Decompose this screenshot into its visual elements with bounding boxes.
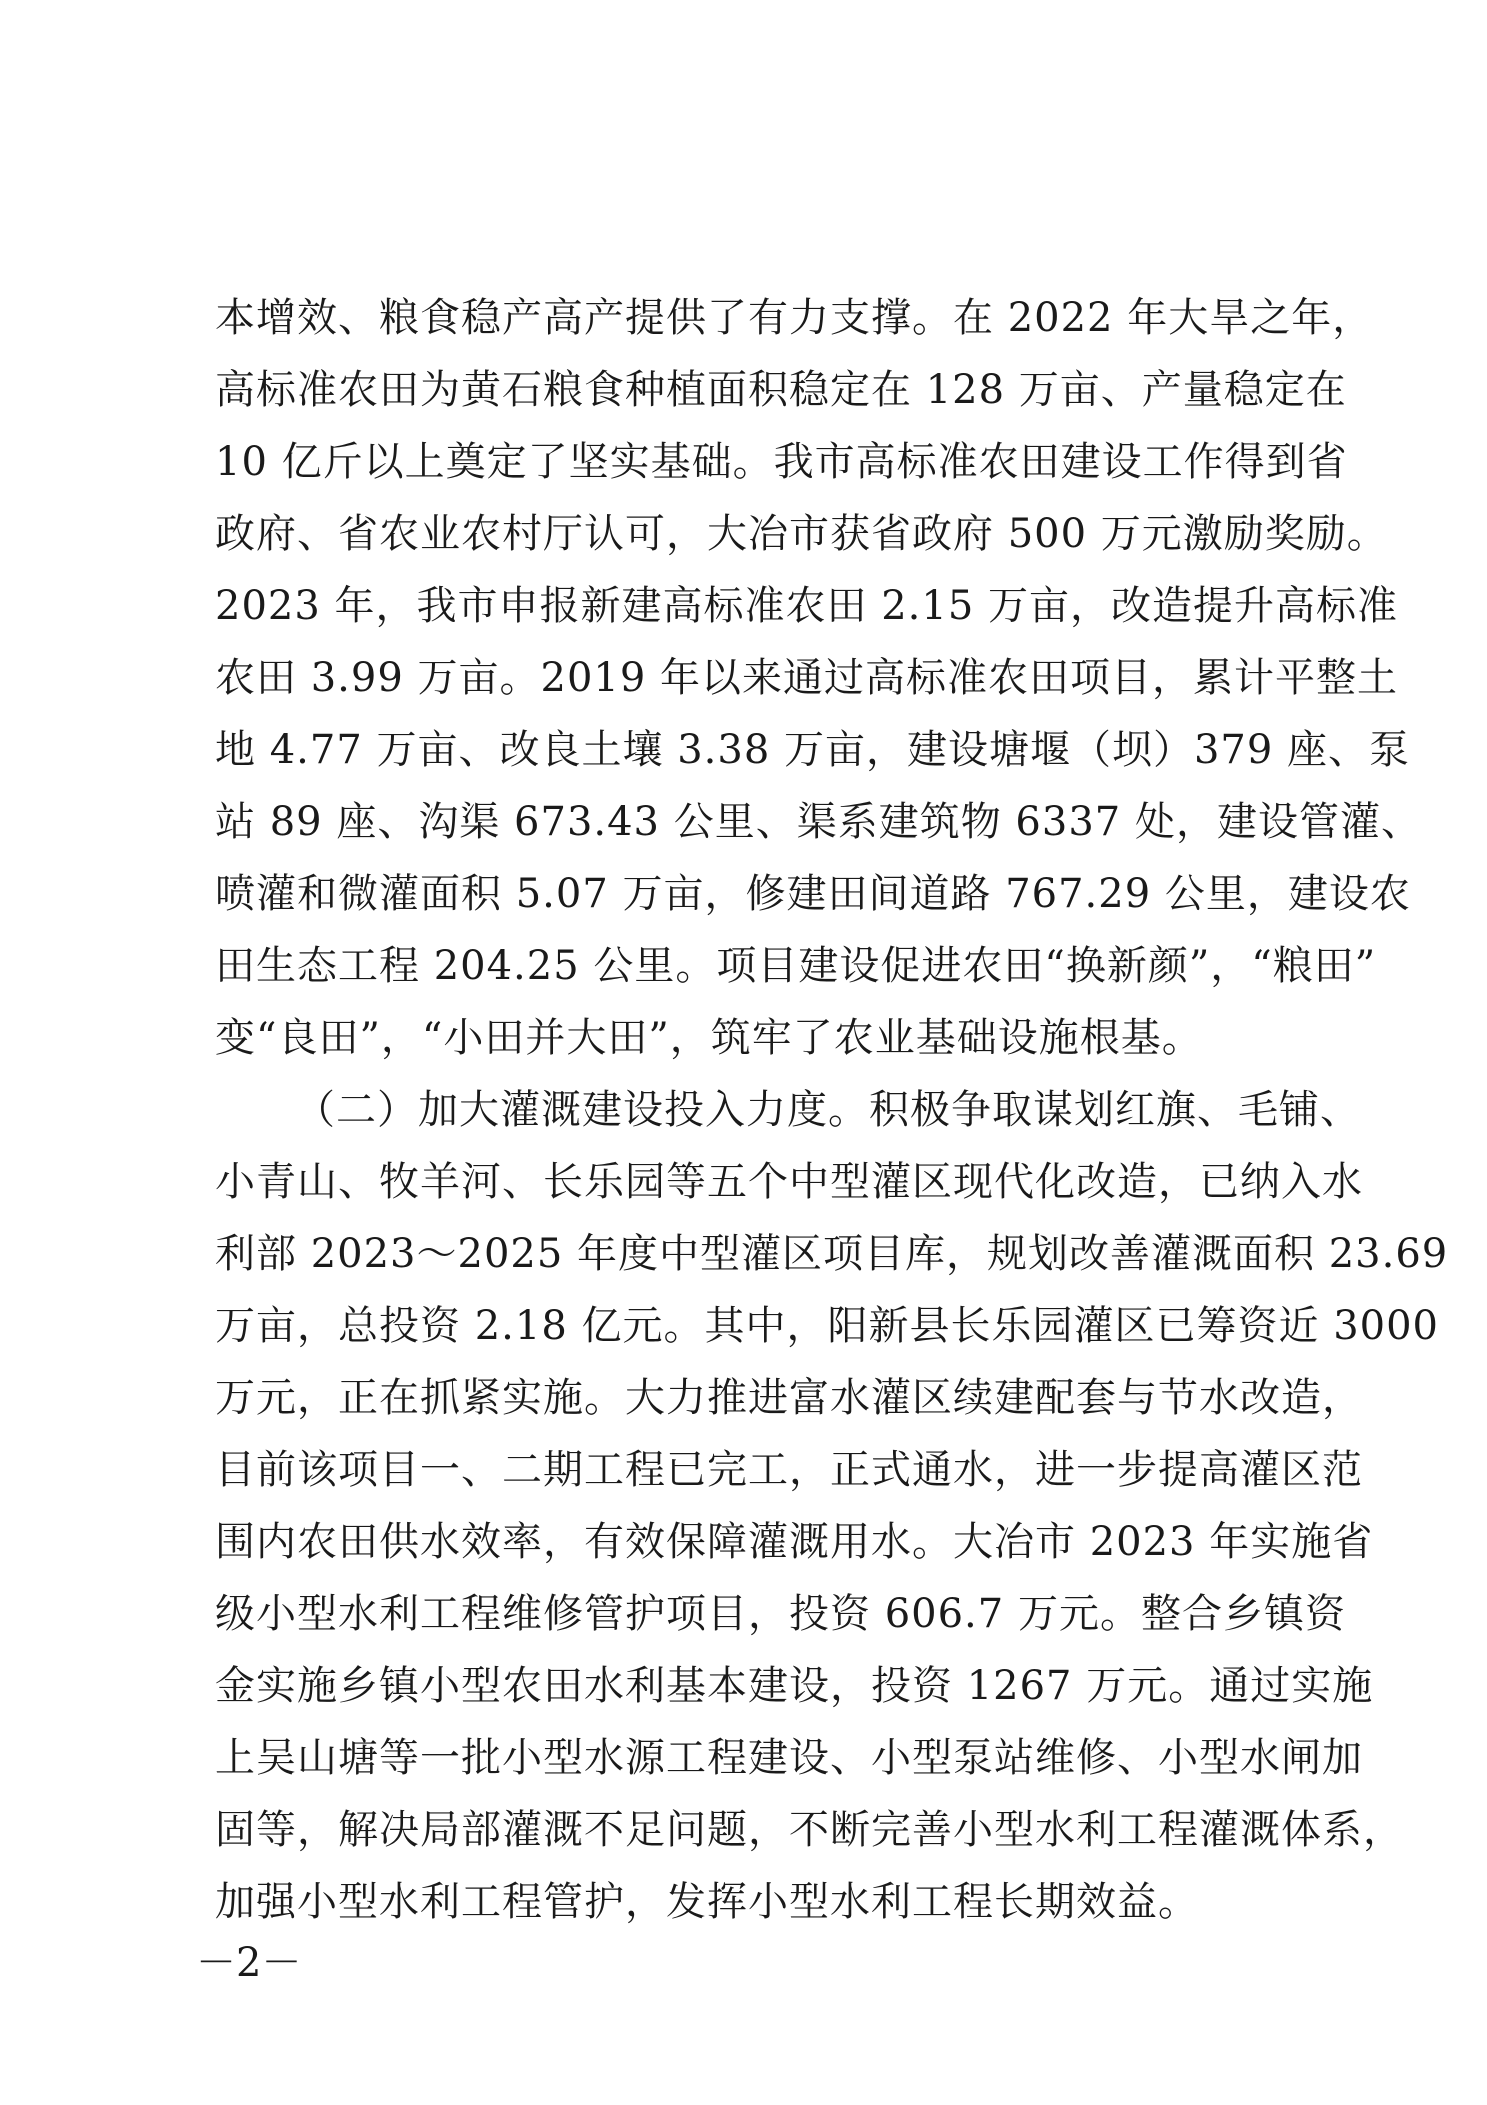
text-line: 高标准农田为黄石粮食种植面积稳定在 128 万亩、产量稳定在	[215, 367, 1347, 413]
text-line: 利部 2023～2025 年度中型灌区项目库，规划改善灌溉面积 23.69	[215, 1231, 1449, 1277]
text-line: 围内农田供水效率，有效保障灌溉用水。大冶市 2023 年实施省	[215, 1519, 1374, 1565]
text-line: 农田 3.99 万亩。2019 年以来通过高标准农田项目，累计平整土	[215, 655, 1399, 701]
text-line: 目前该项目一、二期工程已完工，正式通水，进一步提高灌区范	[215, 1447, 1363, 1493]
text-line: 本增效、粮食稳产高产提供了有力支撑。在 2022 年大旱之年，	[215, 295, 1374, 341]
text-line: 10 亿斤以上奠定了坚实基础。我市高标准农田建设工作得到省	[215, 439, 1348, 485]
text-line: 小青山、牧羊河、长乐园等五个中型灌区现代化改造，已纳入水	[215, 1159, 1363, 1205]
section-heading-line: （二）加大灌溉建设投入力度。积极争取谋划红旗、毛铺、	[295, 1087, 1361, 1133]
text-line: 上吴山塘等一批小型水源工程建设、小型泵站维修、小型水闸加	[215, 1735, 1363, 1781]
page-number: －2－	[196, 1940, 302, 1986]
text-line: 喷灌和微灌面积 5.07 万亩，修建田间道路 767.29 公里，建设农	[215, 871, 1411, 917]
text-line: 固等，解决局部灌溉不足问题，不断完善小型水利工程灌溉体系，	[215, 1807, 1404, 1853]
text-line: 级小型水利工程维修管护项目，投资 606.7 万元。整合乡镇资	[215, 1591, 1346, 1637]
body-text	[215, 282, 1449, 1938]
text-line: 变“良田”，“小田并大田”，筑牢了农业基础设施根基。	[215, 1015, 1203, 1061]
text-line: 站 89 座、沟渠 673.43 公里、渠系建筑物 6337 处，建设管灌、	[215, 799, 1422, 845]
text-line: 政府、省农业农村厅认可，大冶市获省政府 500 万元激励奖励。	[215, 511, 1388, 557]
text-line: 地 4.77 万亩、改良土壤 3.38 万亩，建设塘堰（坝）379 座、泵	[215, 727, 1411, 773]
text-line: 2023 年，我市申报新建高标准农田 2.15 万亩，改造提升高标准	[215, 583, 1399, 629]
text-line: 加强小型水利工程管护，发挥小型水利工程长期效益。	[215, 1879, 1199, 1925]
text-line: 万元，正在抓紧实施。大力推进富水灌区续建配套与节水改造，	[215, 1375, 1363, 1421]
text-line: 田生态工程 204.25 公里。项目建设促进农田“换新颜”，“粮田”	[215, 943, 1377, 989]
text-line: 万亩，总投资 2.18 亿元。其中，阳新县长乐园灌区已筹资近 3000	[215, 1303, 1440, 1349]
text-line: 金实施乡镇小型农田水利基本建设，投资 1267 万元。通过实施	[215, 1663, 1374, 1709]
